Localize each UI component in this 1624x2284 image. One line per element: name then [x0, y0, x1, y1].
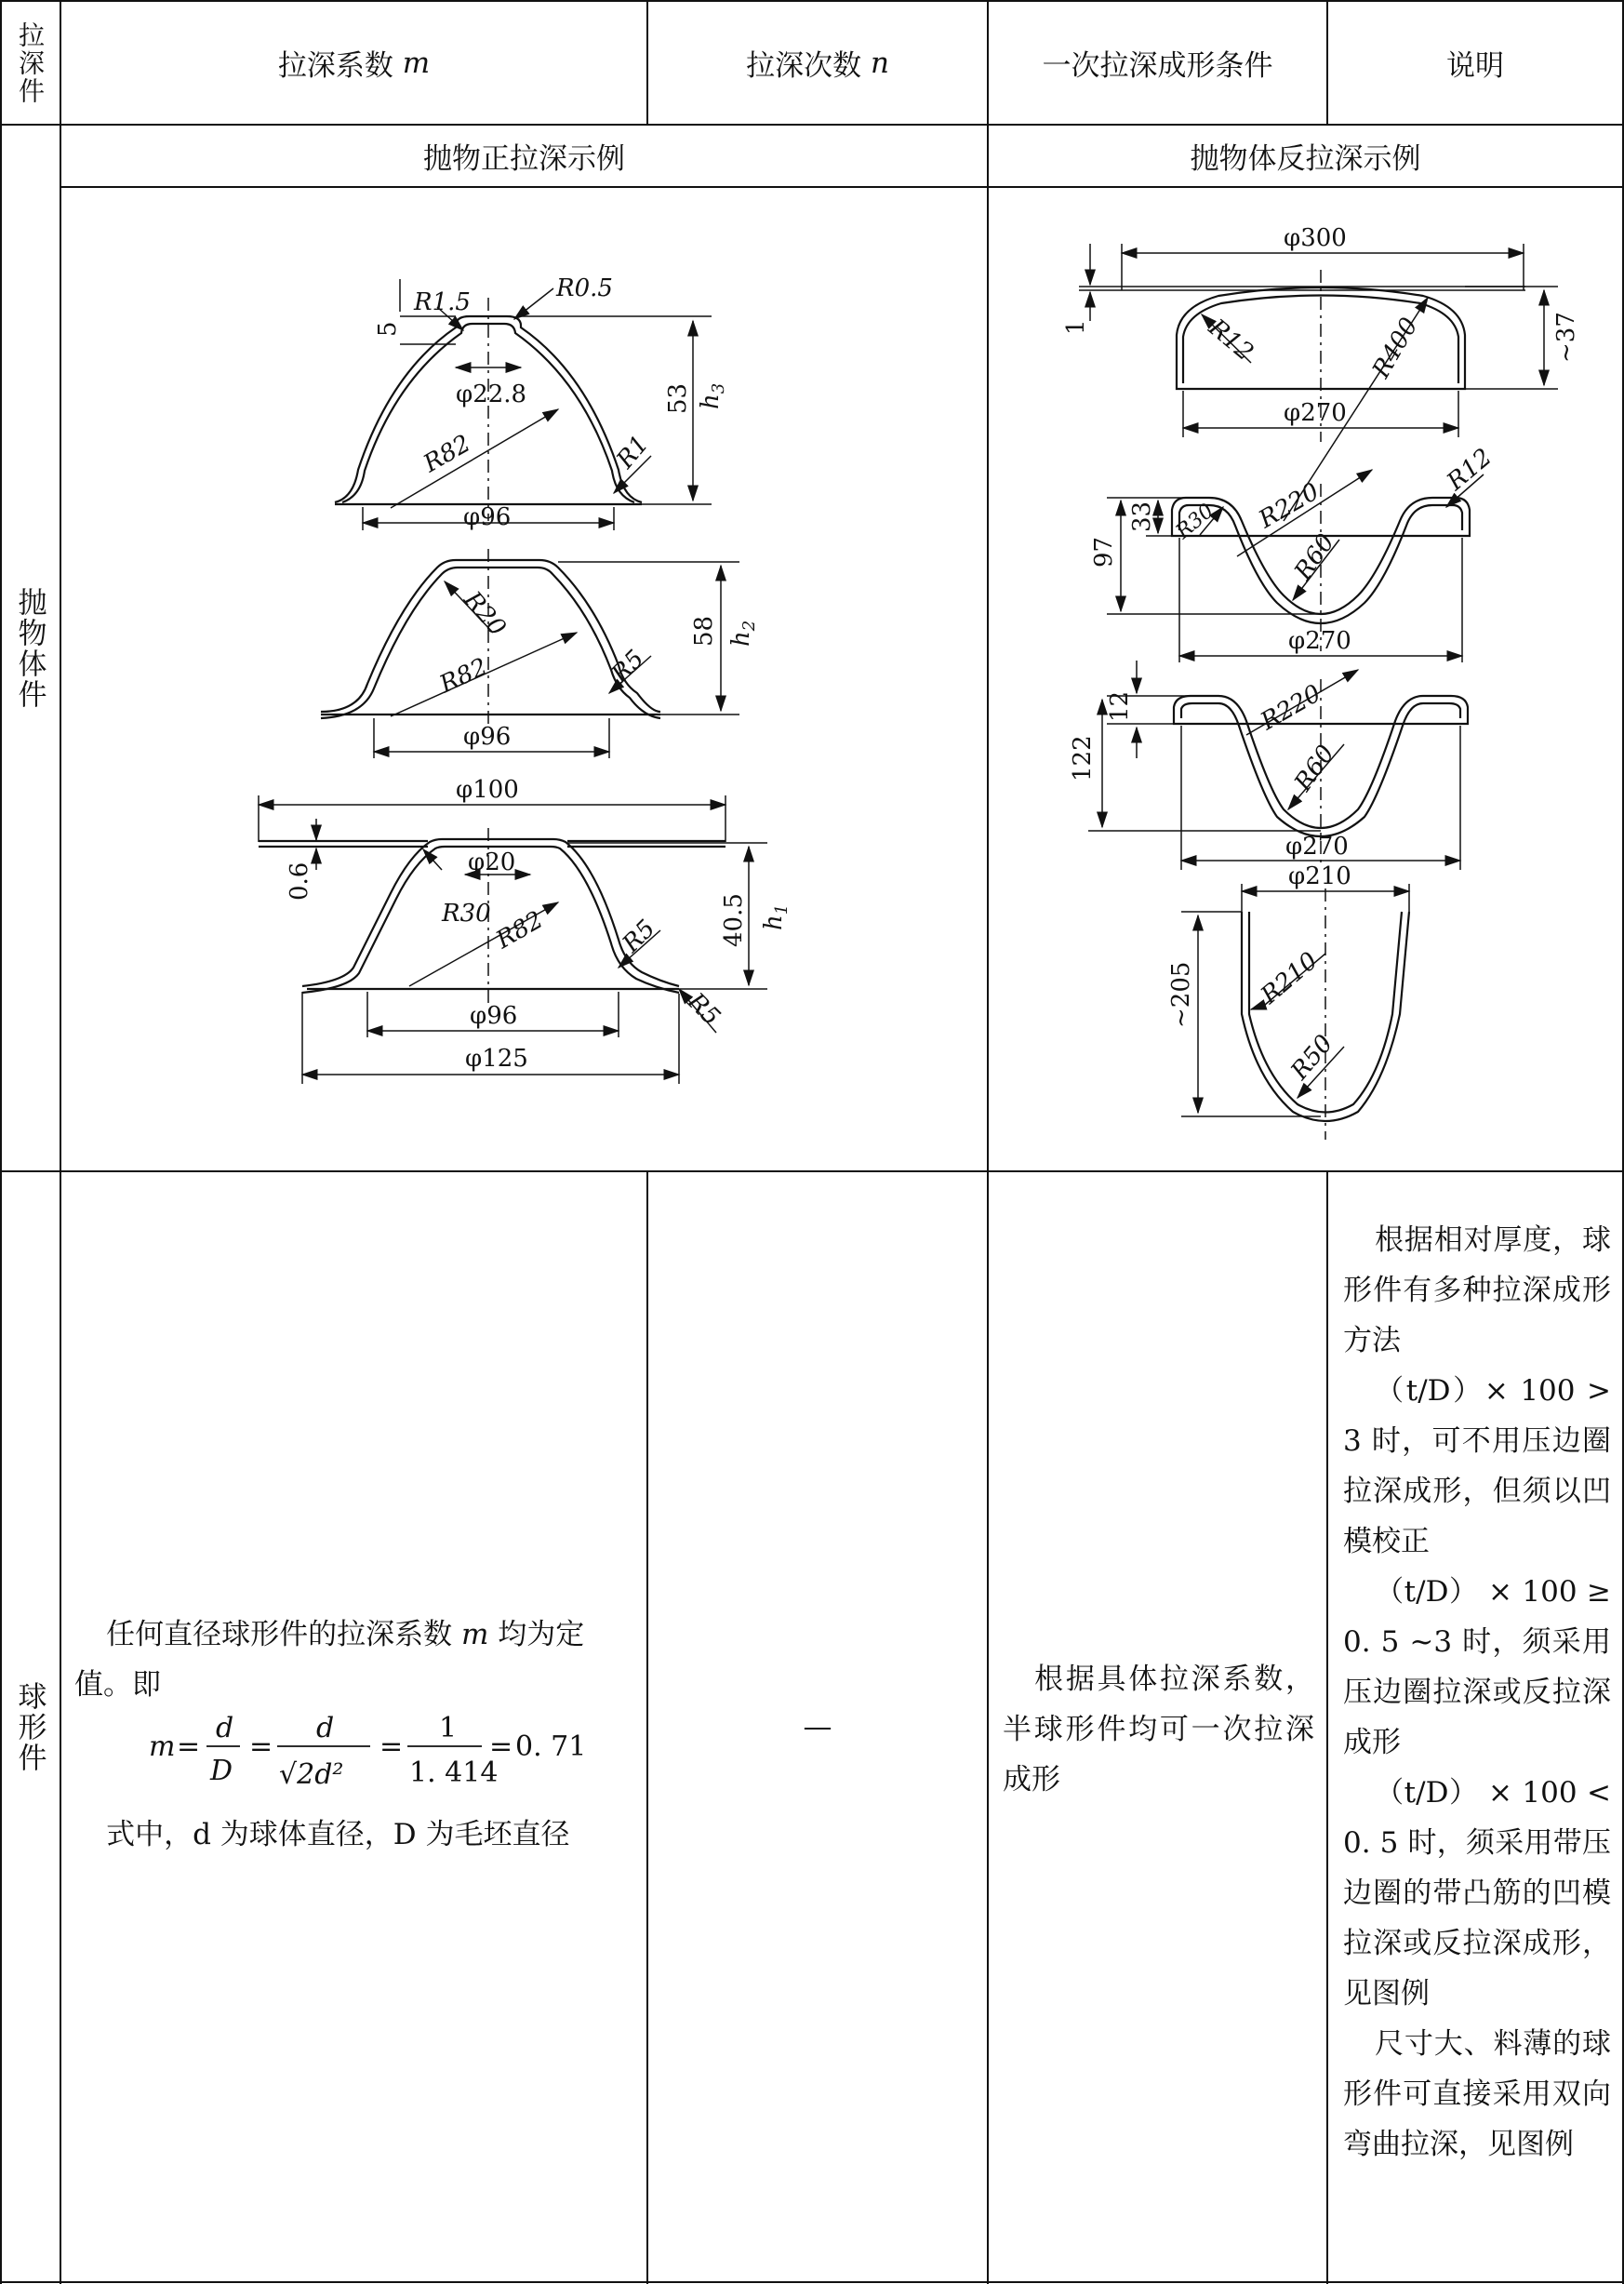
dim-r5-c: R5 — [682, 987, 725, 1032]
dim-h1: $h_1$ — [760, 903, 792, 930]
dim-phi100: φ100 — [456, 776, 519, 804]
dim-r220-b: R220 — [1256, 679, 1326, 737]
sphere-note-3: （t/D） × 100 ≥ 0. 5 ~3 时，须采用压边圈拉深或反拉深成形 — [1343, 1575, 1611, 1759]
dim-40-5: 40.5 — [720, 893, 748, 947]
dim-phi96-c: φ96 — [470, 1002, 518, 1030]
dim-h3: $h_3$ — [697, 382, 728, 409]
dim-122: 122 — [1069, 735, 1097, 781]
svg-text:d: d — [316, 1712, 335, 1744]
svg-text:d: d — [216, 1712, 234, 1744]
svg-text:1: 1 — [439, 1712, 458, 1744]
dim-r50: R50 — [1285, 1029, 1339, 1086]
sphere-formula — [140, 1707, 623, 1810]
dim-phi270-a: φ270 — [1284, 399, 1347, 427]
svg-text:1. 414: 1. 414 — [409, 1756, 499, 1789]
header-coef: 拉深系数 m — [277, 46, 431, 83]
dim-r1: R1 — [611, 430, 655, 474]
dim-53: 53 — [664, 382, 692, 414]
sphere-coef-text-2: 均为定值。即 — [74, 1618, 585, 1702]
dim-r20: R20 — [458, 586, 512, 642]
dim-r12-b: R12 — [1442, 443, 1498, 497]
dim-12: 12 — [1106, 690, 1134, 722]
dim-phi22-8: φ22.8 — [456, 381, 527, 408]
svg-text:√2d²: √2d² — [279, 1758, 344, 1791]
sphere-coef-explain: 式中，d 为球体直径，D 为毛坯直径 — [106, 1818, 570, 1851]
sphere-coef-text-1: 任何直径球形件的拉深系数 — [106, 1618, 453, 1651]
dim-r12-a: R12 — [1203, 314, 1259, 367]
dim-0-6: 0.6 — [286, 862, 313, 901]
dim-r5-a: R5 — [606, 645, 650, 688]
header-condition: 一次拉深成形条件 — [1042, 49, 1273, 83]
header-times: 拉深次数 n — [746, 46, 889, 83]
sphere-coef-var: m — [460, 1618, 489, 1651]
svg-text:=: = — [249, 1730, 273, 1763]
svg-text:=: = — [177, 1730, 201, 1763]
dim-r0-5: R0.5 — [556, 274, 613, 302]
dim-r1-5: R1.5 — [414, 288, 471, 316]
table-border-bottom — [0, 2281, 1624, 2283]
dim-97: 97 — [1090, 536, 1118, 568]
parabolic-label: 抛物体件 — [12, 586, 47, 710]
dim-205: ~205 — [1167, 961, 1195, 1028]
dim-r5-b: R5 — [617, 915, 661, 958]
parabolic-left-title: 抛物正拉深示例 — [423, 142, 625, 176]
dim-phi210: φ210 — [1288, 862, 1351, 890]
sphere-coef-cell — [74, 1609, 632, 1710]
svg-text:=: = — [379, 1730, 404, 1763]
forward-drawing-diagram — [61, 188, 987, 1170]
dim-phi96-b: φ96 — [463, 723, 512, 751]
dim-r82-b: R82 — [435, 652, 492, 700]
sphere-note-4: （t/D） × 100 < 0. 5 时，须采用带压边圈的带凸筋的凹模拉深或反拉深成形，见图例 — [1343, 1776, 1611, 2010]
dim-phi20: φ20 — [468, 848, 516, 876]
sphere-note-1: 根据相对厚度，球形件有多种拉深成形方法 — [1343, 1223, 1611, 1357]
dim-r60-b: R60 — [1289, 740, 1340, 797]
sphere-label: 球形件 — [12, 1680, 47, 1773]
parabolic-right-title: 抛物体反拉深示例 — [1190, 142, 1421, 176]
dim-r60-a: R60 — [1289, 528, 1340, 586]
dim-h2: $h_2$ — [727, 620, 759, 647]
svg-text:0. 71: 0. 71 — [515, 1730, 587, 1763]
dim-r210: R210 — [1256, 946, 1324, 1010]
dim-r82-a: R82 — [419, 429, 476, 479]
dim-phi125: φ125 — [465, 1045, 528, 1073]
header-part: 拉深件 — [15, 20, 46, 105]
dim-r220-a: R220 — [1254, 477, 1324, 535]
sphere-note-5: 尺寸大、料薄的球形件可直接采用双向弯曲拉深，见图例 — [1343, 2027, 1611, 2161]
dim-phi270-c: φ270 — [1285, 833, 1349, 861]
dim-33: 33 — [1128, 501, 1156, 532]
dim-r82-c: R82 — [491, 905, 549, 955]
svg-text:=: = — [489, 1730, 513, 1763]
reverse-drawing-diagram — [989, 188, 1622, 1170]
sphere-times: — — [803, 1710, 832, 1743]
header-note: 说明 — [1446, 49, 1504, 83]
col-divider-4b — [1326, 1170, 1328, 2284]
dim-58: 58 — [690, 615, 718, 647]
dim-r400: R400 — [1367, 313, 1424, 383]
svg-text:m: m — [149, 1730, 176, 1763]
svg-text:D: D — [210, 1755, 233, 1787]
sphere-condition: 根据具体拉深系数，半球形件均可一次拉深成形 — [1003, 1663, 1314, 1796]
dim-37: ~37 — [1552, 312, 1580, 363]
dim-5: 5 — [374, 321, 402, 337]
dim-r30-right: R30 — [1171, 499, 1218, 544]
dim-phi270-b: φ270 — [1288, 627, 1351, 655]
dim-phi96-a: φ96 — [463, 503, 512, 531]
dim-phi300: φ300 — [1284, 224, 1347, 252]
sphere-note-2: （t/D）× 100 > 3 时，可不用压边圈拉深成形，但须以凹模校正 — [1343, 1374, 1611, 1558]
dim-1: 1 — [1062, 319, 1090, 335]
dim-r30: R30 — [442, 900, 491, 928]
sphere-note — [1343, 1215, 1611, 2170]
